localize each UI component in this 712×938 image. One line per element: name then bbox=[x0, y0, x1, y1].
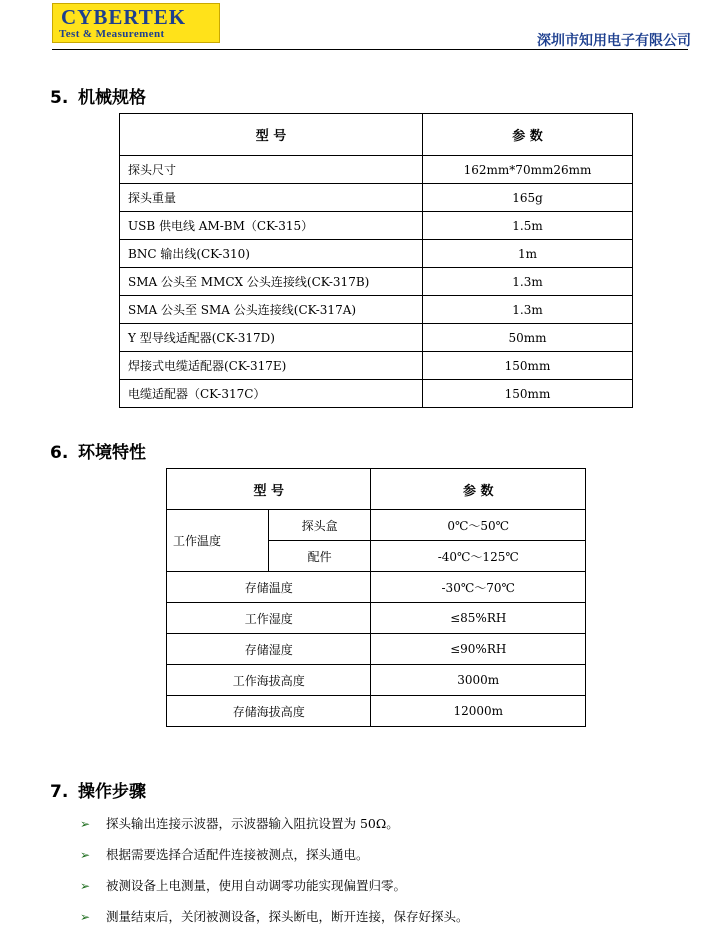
col-model-header: 型 号 bbox=[120, 114, 423, 156]
table-row bbox=[120, 212, 633, 240]
row-sub-name: 探头盒 bbox=[268, 510, 371, 541]
row-value: 1.3m bbox=[423, 296, 633, 324]
row-value: 12000m bbox=[371, 696, 586, 727]
table-row bbox=[167, 634, 586, 665]
section-5-title: 机械规格 bbox=[78, 88, 146, 108]
step-text: 探头输出连接示波器，示波器输入阻抗设置为 50Ω。 bbox=[106, 816, 399, 831]
section-7-heading bbox=[50, 777, 146, 802]
col-param-header: 参 数 bbox=[423, 114, 633, 156]
row-name: 探头重量 bbox=[120, 184, 423, 212]
arrow-bullet-icon: ➢ bbox=[80, 910, 91, 924]
table-row bbox=[120, 352, 633, 380]
table-row bbox=[120, 380, 633, 408]
row-value: 1.3m bbox=[423, 268, 633, 296]
row-value: 1.5m bbox=[423, 212, 633, 240]
step-text: 根据需要选择合适配件连接被测点，探头通电。 bbox=[106, 847, 369, 862]
table-row bbox=[167, 603, 586, 634]
work-temp-label: 工作温度 bbox=[167, 510, 269, 572]
row-name: SMA 公头至 SMA 公头连接线(CK-317A) bbox=[120, 296, 423, 324]
table-row bbox=[167, 510, 586, 541]
table-row bbox=[120, 324, 633, 352]
table-row bbox=[120, 240, 633, 268]
section-6-number: 6. bbox=[50, 443, 69, 463]
table-row bbox=[120, 184, 633, 212]
environment-spec-table bbox=[166, 468, 586, 727]
table-row bbox=[167, 665, 586, 696]
row-value: 1m bbox=[423, 240, 633, 268]
row-value: 162mm*70mm26mm bbox=[423, 156, 633, 184]
step-text: 测量结束后，关闭被测设备，探头断电，断开连接，保存好探头。 bbox=[106, 909, 469, 924]
cybertek-logo bbox=[52, 3, 220, 43]
row-value: 0℃～50℃ bbox=[371, 510, 586, 541]
logo-brand: CYBERTEK bbox=[61, 5, 187, 29]
row-value: ≤85%RH bbox=[371, 603, 586, 634]
table-header-row bbox=[167, 469, 586, 510]
arrow-bullet-icon: ➢ bbox=[80, 848, 91, 862]
row-value: 150mm bbox=[423, 352, 633, 380]
col-model-header: 型 号 bbox=[167, 469, 371, 510]
row-value: 150mm bbox=[423, 380, 633, 408]
col-param-header: 参 数 bbox=[371, 469, 586, 510]
mechanical-spec-table bbox=[119, 113, 633, 408]
row-value: 165g bbox=[423, 184, 633, 212]
row-value: 3000m bbox=[371, 665, 586, 696]
row-sub-name: 配件 bbox=[268, 541, 371, 572]
list-item bbox=[80, 812, 469, 843]
row-name: 焊接式电缆适配器(CK-317E) bbox=[120, 352, 423, 380]
list-item bbox=[80, 905, 469, 936]
row-name: 工作湿度 bbox=[167, 603, 371, 634]
section-6-title: 环境特性 bbox=[78, 443, 146, 463]
row-name: 存储温度 bbox=[167, 572, 371, 603]
table-row bbox=[120, 268, 633, 296]
row-value: ≤90%RH bbox=[371, 634, 586, 665]
list-item bbox=[80, 874, 469, 905]
section-7-title: 操作步骤 bbox=[78, 782, 146, 802]
header-divider bbox=[52, 49, 688, 50]
row-value: -40℃～125℃ bbox=[371, 541, 586, 572]
table-row bbox=[167, 572, 586, 603]
table-row bbox=[120, 156, 633, 184]
arrow-bullet-icon: ➢ bbox=[80, 879, 91, 893]
row-name: 工作海拔高度 bbox=[167, 665, 371, 696]
row-name: 存储湿度 bbox=[167, 634, 371, 665]
list-item bbox=[80, 843, 469, 874]
row-name: SMA 公头至 MMCX 公头连接线(CK-317B) bbox=[120, 268, 423, 296]
row-name: Y 型导线适配器(CK-317D) bbox=[120, 324, 423, 352]
row-name: USB 供电线 AM-BM（CK-315） bbox=[120, 212, 423, 240]
arrow-bullet-icon: ➢ bbox=[80, 817, 91, 831]
section-5-number: 5. bbox=[50, 88, 69, 108]
step-text: 被测设备上电测量，使用自动调零功能实现偏置归零。 bbox=[106, 878, 407, 893]
row-value: -30℃～70℃ bbox=[371, 572, 586, 603]
row-value: 50mm bbox=[423, 324, 633, 352]
operation-steps-list bbox=[80, 812, 469, 936]
table-row bbox=[120, 296, 633, 324]
logo-tagline: Test & Measurement bbox=[59, 28, 165, 40]
company-name: 深圳市知用电子有限公司 bbox=[537, 33, 691, 49]
section-6-heading bbox=[50, 438, 146, 463]
row-name: 电缆适配器（CK-317C） bbox=[120, 380, 423, 408]
section-7-number: 7. bbox=[50, 782, 69, 802]
table-row bbox=[167, 696, 586, 727]
row-name: 存储海拔高度 bbox=[167, 696, 371, 727]
section-5-heading bbox=[50, 83, 146, 108]
table-header-row bbox=[120, 114, 633, 156]
row-name: 探头尺寸 bbox=[120, 156, 423, 184]
row-name: BNC 输出线(CK-310) bbox=[120, 240, 423, 268]
